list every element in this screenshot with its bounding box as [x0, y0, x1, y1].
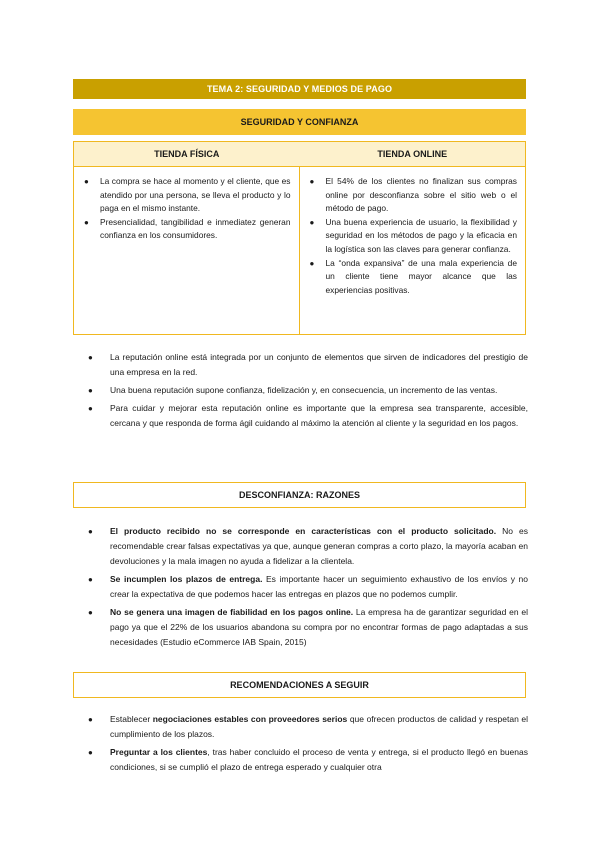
list-item: ● El 54% de los clientes no finalizan sus compras online por desconfianza sobre el sitio web o el método de pago.	[309, 176, 517, 214]
list-item: ● Una buena experiencia de usuario, la flexibilidad y seguridad en los métodos de pago y la eficacia en la logística son las claves para generar confianza.	[309, 216, 517, 254]
list-item: ● El producto recibido no se corresponde en características con el producto solicitado. No es recomendable crear falsas expectativas ya que, aunque generan compras a corto plazo, la mayoría acaban en devoluciones y la mala imagen no ayuda a fidelizar a la clientela.	[88, 526, 528, 566]
physical-store-column	[74, 167, 300, 334]
comparison-table	[73, 141, 526, 335]
bullet-icon: ●	[309, 217, 315, 227]
bullet-icon: ●	[88, 608, 93, 617]
section-subtitle: SEGURIDAD Y CONFIANZA	[240, 117, 359, 127]
list-item: ● Para cuidar y mejorar esta reputación online es importante que la empresa sea transparente, accesible, cercana y que responda de forma ágil cuidando al máximo la atención al cliente y la seguridad en los pagos.	[88, 403, 528, 428]
page-title: TEMA 2: SEGURIDAD Y MEDIOS DE PAGO	[206, 84, 393, 94]
section-subtitle-bar	[73, 109, 526, 135]
list-item: ● No se genera una imagen de fiabilidad en los pagos online. La empresa ha de garantizar seguridad en el pago ya que el 22% de los usuarios abandona su compra por no encontrar formas de pago adaptadas a sus necesidades (Estudio eCommerce IAB Spain, 2015)	[88, 607, 529, 647]
distrust-heading: DESCONFIANZA: RAZONES	[239, 490, 360, 500]
header-physical-store: TIENDA FÍSICA	[154, 149, 220, 159]
list-item: ● La compra se hace al momento y el cliente, que es atendido por una persona, se lleva el producto y lo paga en el mismo instante.	[84, 176, 291, 214]
bullet-icon: ●	[88, 353, 93, 362]
bullet-icon: ●	[88, 748, 93, 757]
bullet-icon: ●	[88, 527, 93, 536]
comparison-table-body	[74, 167, 525, 334]
recommendations-heading-box	[73, 672, 526, 698]
bullet-icon: ●	[88, 386, 93, 395]
online-store-column	[300, 167, 526, 334]
list-item: ● Preguntar a los clientes, tras haber concluido el proceso de venta y entrega, si el producto llegó en buenas condiciones, si se cumplió el plazo de entrega esperado y cualquier otra	[88, 747, 528, 772]
bullet-icon: ●	[309, 258, 315, 268]
bullet-icon: ●	[88, 575, 93, 584]
list-item: ● Una buena reputación supone confianza, fidelización y, en consecuencia, un incremento de las ventas.	[88, 383, 528, 398]
bullet-icon: ●	[88, 404, 93, 413]
list-item: ● La reputación online está integrada por un conjunto de elementos que sirven de indicadores del prestigio de una empresa en la red.	[88, 352, 528, 377]
recommendations-heading: RECOMENDACIONES A SEGUIR	[230, 680, 369, 690]
bullet-icon: ●	[84, 217, 89, 227]
list-item: ● Se incumplen los plazos de entrega. Es importante hacer un seguimiento exhaustivo de los envíos y no crear la expectativa de que podemos hacer las entregas en plazos que no podemos cumplir.	[88, 574, 528, 599]
comparison-table-header	[74, 142, 525, 167]
list-item: ● La “onda expansiva” de una mala experiencia de un cliente tiene mayor alcance que las experiencias positivas.	[309, 257, 517, 295]
distrust-list	[88, 524, 528, 653]
list-item: ● Presencialidad, tangibilidad e inmediatez generan confianza en los consumidores.	[84, 216, 291, 241]
bullet-icon: ●	[84, 177, 89, 186]
page-title-bar	[73, 79, 526, 99]
distrust-heading-box	[73, 482, 526, 508]
header-online-store: TIENDA ONLINE	[377, 149, 448, 159]
list-item: ● Establecer negociaciones estables con proveedores serios que ofrecen productos de calidad y respetan el cumplimiento de los plazos.	[88, 714, 528, 739]
reputation-list	[88, 350, 528, 434]
recommendations-list	[88, 712, 528, 778]
bullet-icon: ●	[88, 715, 93, 724]
bullet-icon: ●	[309, 177, 315, 186]
